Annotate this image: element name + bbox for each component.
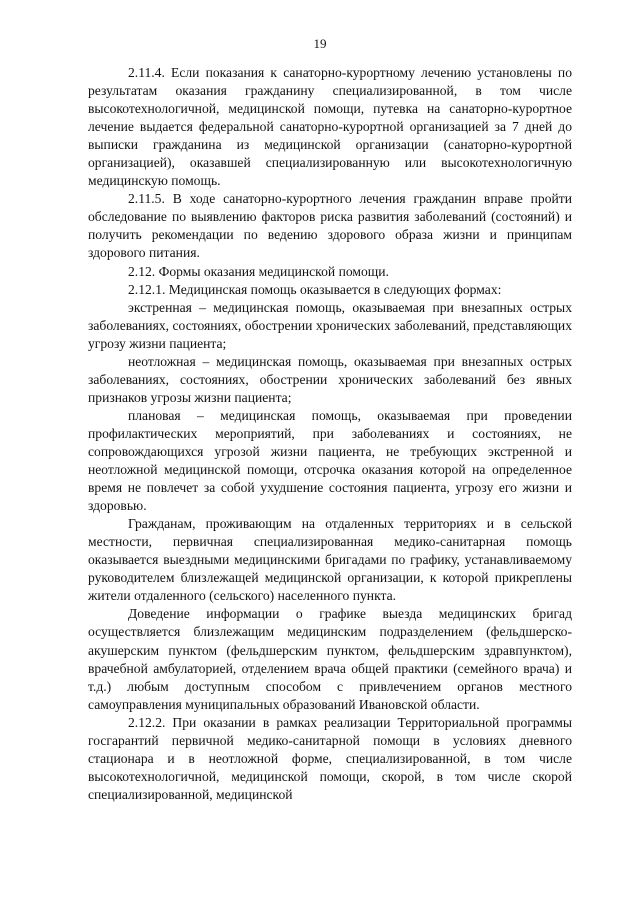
paragraph-planned-form: плановая – медицинская помощь, оказываемая при проведении профилактических мероприятий, при заболеваниях и состояниях, не сопровождающихся угрозой жизни пациента, не требующих экстренной и неотложной медицинской помощи, отсрочка оказания которой на определенное время не повлечет за собой ухудшение состояния пациента, угрозу его жизни и здоровью. xyxy=(88,407,572,514)
document-body xyxy=(88,64,572,804)
paragraph-2-11-4: 2.11.4. Если показания к санаторно-курортному лечению установлены по результатам оказания гражданину специализированной, в том числе высокотехнологичной, медицинской помощи, путевка на санаторно-курортное лечение выдается федеральной санаторно-курортной организацией за 7 дней до выписки гражданина из медицинской организации (санаторно-курортной организацией), оказавшей специализированную или высокотехнологичную медицинскую помощь. xyxy=(88,65,572,189)
section-heading-2-12: 2.12. Формы оказания медицинской помощи. xyxy=(128,263,389,279)
paragraph-emergency-form: экстренная – медицинская помощь, оказываемая при внезапных острых заболеваниях, состояниях, обострении хронических заболеваний, представляющих угрозу жизни пациента; xyxy=(88,299,572,351)
paragraph-2-11-5: 2.11.5. В ходе санаторно-курортного лечения гражданин вправе пройти обследование по выявлению факторов риска развития заболеваний (состояний) и получить рекомендации по ведению здорового образа жизни и принципам здорового питания. xyxy=(88,191,572,261)
paragraph-schedule-information: Доведение информации о графике выезда медицинских бригад осуществляется близлежащим медицинским подразделением (фельдшерско-акушерским пунктом (фельдшерским пунктом, фельдшерским здравпунктом), врачебной амбулаторией, отделением врача общей практики (семейного врача) и т.д.) любым доступным способом с привлечением органов местного самоуправления муниципальных образований Ивановской области. xyxy=(88,606,572,712)
paragraph-2-12-1: 2.12.1. Медицинская помощь оказывается в следующих формах: xyxy=(128,281,502,297)
paragraph-remote-territories: Гражданам, проживающим на отдаленных территориях и в сельской местности, первичная специализированная медико-санитарная помощь оказывается выездными медицинскими бригадами по графику, устанавливаемому руководителем близлежащей медицинской организации, к которой прикреплены жители отдаленного (сельского) населенного пункта. xyxy=(88,516,572,604)
paragraph-2-12-2: 2.12.2. При оказании в рамках реализации Территориальной программы госгарантий первичной медико-санитарной помощи в условиях дневного стационара и в неотложной форме, специализированной, в том числе высокотехнологичной, медицинской помощи, скорой, в том числе скорой специализированной, медицинской xyxy=(88,714,572,802)
paragraph-urgent-form: неотложная – медицинская помощь, оказываемая при внезапных острых заболеваниях, состояниях, обострении хронических заболеваний без явных признаков угрозы жизни пациента; xyxy=(88,353,572,405)
page-number: 19 xyxy=(313,36,327,51)
